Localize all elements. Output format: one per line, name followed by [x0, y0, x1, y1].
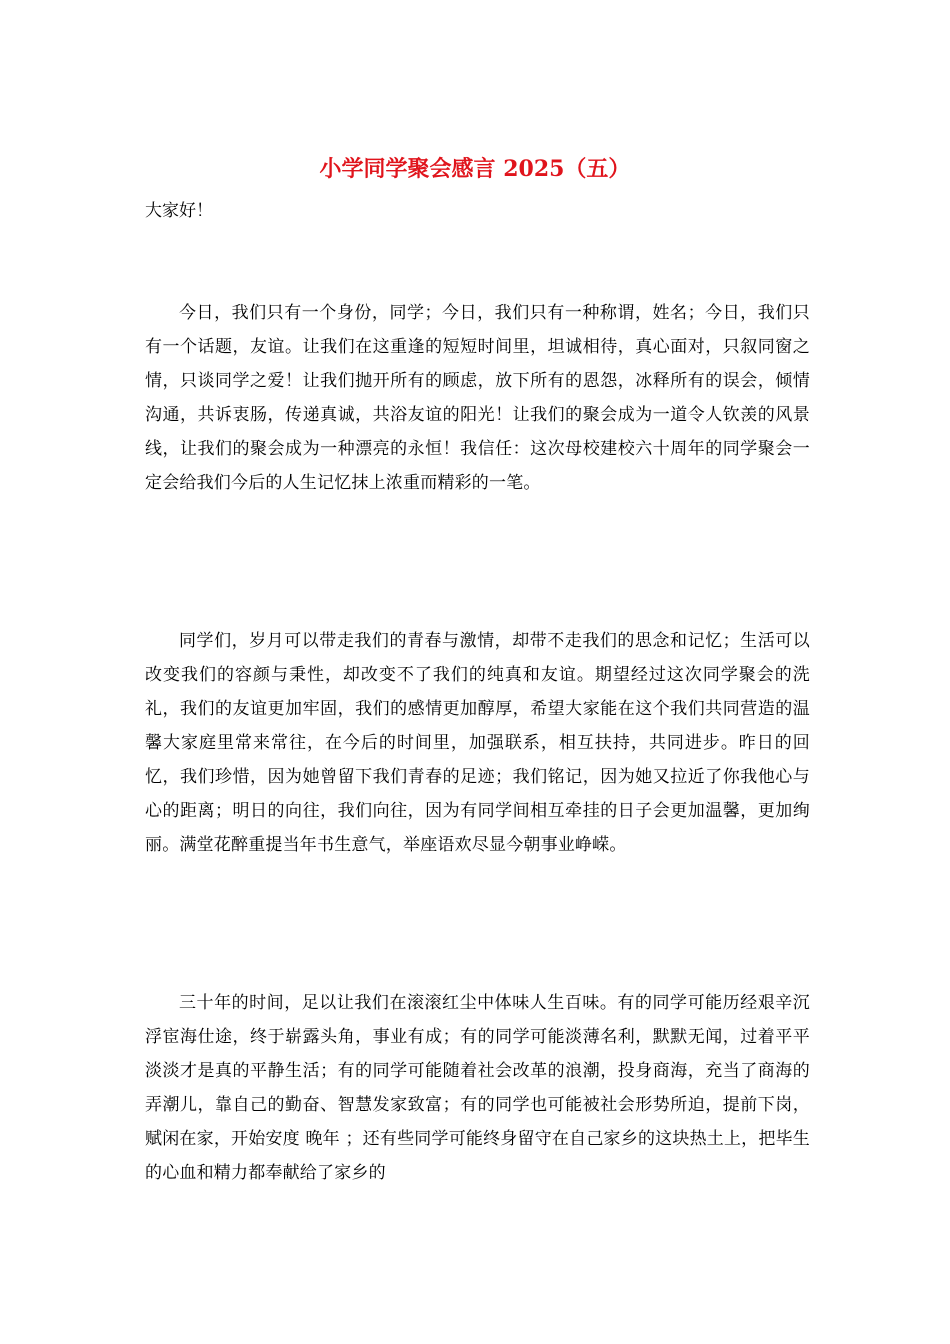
greeting-text: 大家好！ [145, 201, 213, 221]
paragraph-2: 同学们，岁月可以带走我们的青春与激情，却带不走我们的思念和记忆；生活可以改变我们的容颜与秉性，却改变不了我们的纯真和友谊。期望经过这次同学聚会的洗礼，我们的友谊更加牢固，我们的感情更加醇厚，希望大家能在这个我们共同营造的温馨大家庭里常来常往，在今后的时间里，加强联系，相互扶持，共同进步。昨日的回忆，我们珍惜，因为她曾留下我们青春的足迹；我们铭记，因为她又拉近了你我他心与心的距离；明日的向往，我们向往，因为有同学间相互牵挂的日子会更加温馨，更加绚丽。满堂花醉重提当年书生意气，举座语欢尽显今朝事业峥嵘。 [145, 631, 810, 855]
document-title: 小学同学聚会感言 2025（五） [319, 156, 631, 182]
paragraph-1: 今日，我们只有一个身份，同学；今日，我们只有一种称谓，姓名；今日，我们只有一个话题，友谊。让我们在这重逢的短短时间里，坦诚相待，真心面对，只叙同窗之情，只谈同学之爱！让我们抛开所有的顾虑，放下所有的恩怨，冰释所有的误会，倾情沟通，共诉衷肠，传递真诚，共浴友谊的阳光！让我们的聚会成为一道令人钦羡的风景线，让我们的聚会成为一种漂亮的永恒！我信任：这次母校建校六十周年的同学聚会一定会给我们今后的人生记忆抹上浓重而精彩的一笔。 [145, 303, 810, 493]
paragraph-3: 三十年的时间，足以让我们在滚滚红尘中体味人生百味。有的同学可能历经艰辛沉浮宦海仕途，终于崭露头角，事业有成；有的同学可能淡薄名利，默默无闻，过着平平淡淡才是真的平静生活；有的同学可能随着社会改革的浪潮，投身商海，充当了商海的弄潮儿，靠自己的勤奋、智慧发家致富；有的同学也可能被社会形势所迫，提前下岗，赋闲在家，开始安度 晚年 ；还有些同学可能终身留守在自己家乡的这块热土上，把毕生的心血和精力都奉献给了家乡的 [145, 993, 810, 1183]
